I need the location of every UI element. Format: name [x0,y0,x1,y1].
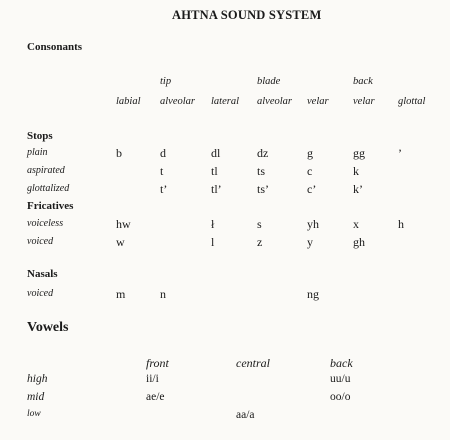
symbol-cell: d [160,146,166,160]
symbol-cell: x [353,217,359,231]
symbol-cell: b [116,146,122,160]
symbol-cell: g [307,146,313,160]
column-header-velar: velar [353,96,375,107]
fricatives-heading: Fricatives [27,200,74,212]
symbol-cell: tl’ [211,182,222,196]
symbol-cell: ’ [398,146,402,160]
column-header-top: tip [160,76,172,87]
vowel-cell: aa/a [236,409,255,421]
row-label-plain: plain [27,147,48,158]
column-header-labial: labial [116,96,141,107]
symbol-cell: t’ [160,182,168,196]
symbol-cell: y [307,235,313,249]
symbol-cell: n [160,287,166,301]
column-header-top: back [353,76,373,87]
vowel-row-low: low [27,409,41,419]
vowel-row-mid: mid [27,391,45,403]
column-header-top: blade [257,76,281,87]
symbol-cell: l [211,235,215,249]
symbol-cell: k’ [353,182,363,196]
stops-heading: Stops [27,130,53,142]
column-header-alveolar: alveolar [160,96,195,107]
symbol-cell: hw [116,217,131,231]
row-label-voiced: voiced [27,236,54,247]
symbol-cell: gh [353,235,365,249]
symbol-cell: dz [257,146,269,160]
symbol-cell: ts’ [257,182,269,196]
symbol-cell: c’ [307,182,317,196]
symbol-cell: z [257,235,263,249]
symbol-cell: ng [307,287,319,301]
vowel-cell: ae/e [146,391,165,403]
vowel-column-front: front [146,356,169,370]
symbol-cell: k [353,164,359,178]
vowel-cell: oo/o [330,391,351,403]
vowel-cell: ii/i [146,373,159,385]
vowel-column-back: back [330,356,353,370]
symbol-cell: tl [211,164,218,178]
symbol-cell: ts [257,164,266,178]
symbol-cell: t [160,164,164,178]
symbol-cell: yh [307,217,319,231]
page-title: AHTNA SOUND SYSTEM [172,8,322,22]
symbol-cell: dl [211,146,221,160]
symbol-cell: w [116,235,125,249]
column-header-alveolar: alveolar [257,96,292,107]
vowel-row-high: high [27,373,48,385]
vowel-column-central: central [236,356,270,370]
column-header-glottal: glottal [398,96,426,107]
row-label-glottalized: glottalized [27,183,70,194]
symbol-cell: gg [353,146,365,160]
symbol-cell: c [307,164,313,178]
nasals-heading: Nasals [27,268,58,280]
symbol-cell: s [257,217,262,231]
row-label-voiceless: voiceless [27,218,64,229]
consonants-heading: Consonants [27,41,83,53]
column-header-velar: velar [307,96,329,107]
row-label-voiced: voiced [27,288,54,299]
symbol-cell: m [116,287,126,301]
column-header-lateral: lateral [211,96,239,107]
symbol-cell: ł [211,217,215,231]
vowels-heading: Vowels [27,320,69,335]
vowel-cell: uu/u [330,373,351,385]
symbol-cell: h [398,217,404,231]
row-label-aspirated: aspirated [27,165,65,176]
